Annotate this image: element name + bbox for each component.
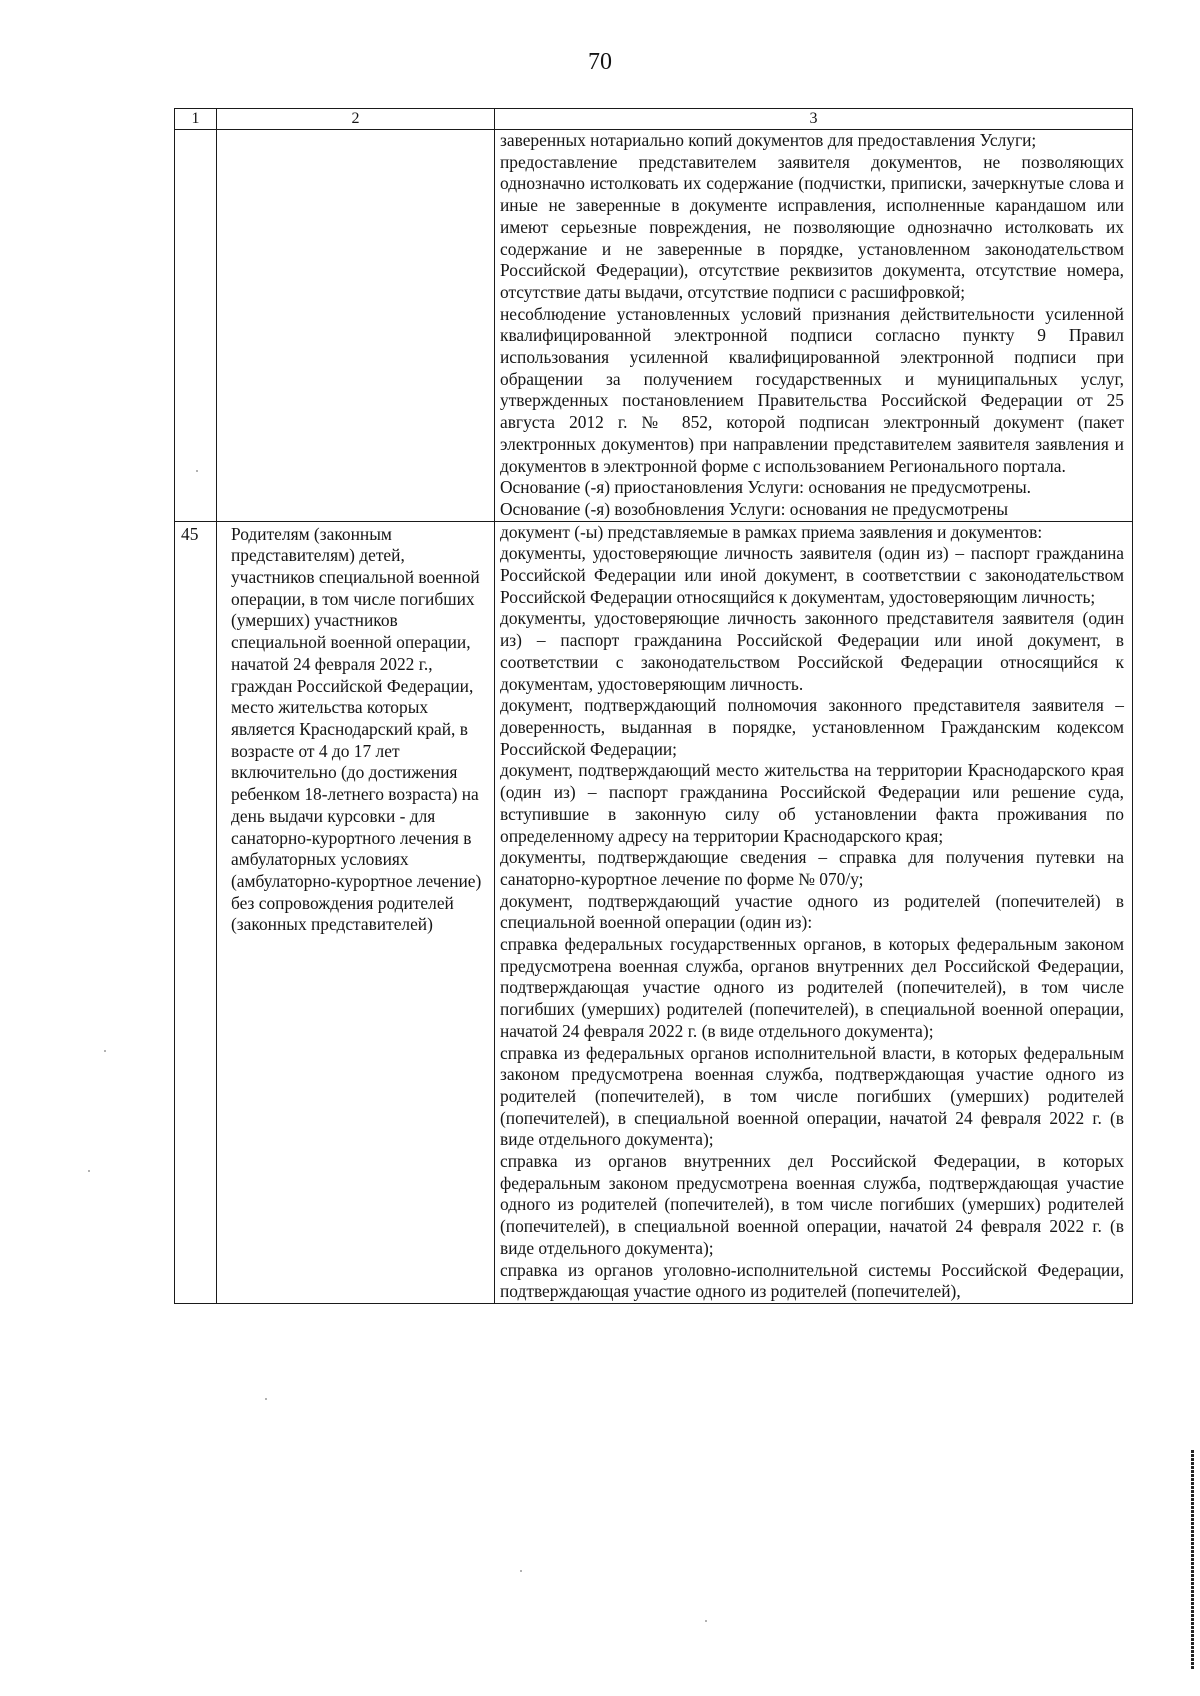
paragraph: заверенных нотариально копий документов для предоставления Услуги; [500, 130, 1037, 150]
paragraph: документы, удостоверяющие личность заявителя (один из) – паспорт гражданина Российской Федерации или иной документ, в соответствии с законодательством Российской Федерации относящийся к документам, удостоверяющим личность; [500, 543, 1124, 607]
scan-edge-mark [1191, 1450, 1194, 1670]
scan-speck [88, 1170, 90, 1172]
paragraph: несоблюдение установленных условий признания действительности усиленной квалифицированной электронной подписи согласно пункту 9 Правил использования усиленной квалифицированной электронной подписи при обращении за получением государственных и муниципальных услуг, утвержденных постановлением Правительства Российской Федерации от 25 августа 2012 г. № 852, которой подписан электронный документ (пакет электронных документов) при направлении представителем заявителя заявления и документов в электронной форме с использованием Регионального портала. [500, 303, 1124, 476]
paragraph: справка федеральных государственных органов, в которых федеральным законом предусмотрена военная служба, органов внутренних дел Российской Федерации, подтверждающая участие одного из родителей (попечителей), в том числе погибших (умерших) родителей (попечителей), в специальной военной операции, начатой 24 февраля 2022 г. (в виде отдельного документа); [500, 934, 1124, 1041]
documents-cell [495, 521, 1133, 1303]
column-header-row [175, 109, 1133, 130]
scan-speck [705, 1620, 707, 1622]
column-header-3: 3 [495, 109, 1133, 130]
scan-speck [104, 1050, 106, 1052]
scan-speck [520, 1570, 522, 1572]
services-table [174, 108, 1133, 1304]
row-number-cell: 45 [175, 521, 217, 1303]
paragraph: документы, удостоверяющие личность законного представителя заявителя (один из) – паспорт гражданина Российской Федерации или иной документ, в соответствии с законодательством Российской Федерации относящийся к документам, удостоверяющим личность. [500, 608, 1124, 694]
recipient-category-cell [217, 130, 495, 522]
scan-speck [265, 1398, 267, 1400]
column-header-1: 1 [175, 109, 217, 130]
paragraph: документ, подтверждающий место жительства на территории Краснодарского края (один из) – паспорт гражданина Российской Федерации или решение суда, вступившие в законную силу об установлении факта проживания по определенному адресу на территории Краснодарского края; [500, 760, 1124, 846]
table-row-45 [175, 521, 1133, 1303]
scan-speck [196, 470, 198, 472]
paragraph: справка из федеральных органов исполнительной власти, в которых федеральным законом предусмотрена военная служба, подтверждающая участие одного из родителей (попечителей), в том числе погибших (умерших) родителей (попечителей), в специальной военной операции, начатой 24 февраля 2022 г. (в виде отдельного документа); [500, 1042, 1124, 1150]
table-row-continuation [175, 130, 1133, 522]
recipient-category-text: Родителям (законным представителям) детей, участников специальной военной операции, в том числе погибших (умерших) участников специальной военной операции, начатой 24 февраля 2022 г., граждан Российской Федерации, место жительства которых является Краснодарский край, в возрасте от 4 до 17 лет включительно (до достижения ребенком 18-летнего возраста) на день выдачи курсовки - для санаторно-курортного лечения в амбулаторных условиях (амбулаторно-курортное лечение) без сопровождения родителей (законных представителей) [231, 523, 482, 935]
paragraph: документ, подтверждающий полномочия законного представителя заявителя – доверенность, выданная в порядке, установленном Гражданским кодексом Российской Федерации; [500, 695, 1124, 759]
paragraph: Основание (-я) приостановления Услуги: основания не предусмотрены. [500, 477, 1032, 498]
paragraph: справка из органов уголовно-исполнительной системы Российской Федерации, подтверждающая участие одного из родителей (попечителей), [500, 1259, 1124, 1302]
paragraph: справка из органов внутренних дел Российской Федерации, в которых федеральным законом предусмотрена военная служба, подтверждающая участие одного из родителей (попечителей), в том числе погибших (умерших) родителей (попечителей), в специальной военной операции, начатой 24 февраля 2022 г. (в виде отдельного документа); [500, 1151, 1124, 1258]
paragraph: документы, подтверждающие сведения – справка для получения путевки на санаторно-курортное лечение по форме № 070/у; [500, 847, 1124, 889]
recipient-category-cell [217, 521, 495, 1303]
documents-cell [495, 130, 1133, 522]
paragraph: предоставление представителем заявителя документов, не позволяющих однозначно истолковать их содержание (подчистки, приписки, зачеркнутые слова и иные не заверенные в документе исправления, исполненные карандашом или имеют серьезные повреждения, не позволяющие однозначно истолковать их содержание и не заверенные в порядке, установленном законодательством Российской Федерации), отсутствие реквизитов документа, отсутствие номера, отсутствие даты выдачи, отсутствие подписи с расшифровкой; [500, 151, 1124, 302]
paragraph: документ, подтверждающий участие одного из родителей (попечителей) в специальной военной операции (один из): [500, 890, 1124, 933]
paragraph: документ (-ы) представляемые в рамках приема заявления и документов: [500, 521, 1043, 542]
page-number: 70 [588, 49, 612, 75]
paragraph: Основание (-я) возобновления Услуги: основания не предусмотрены [500, 498, 1009, 519]
column-header-2: 2 [217, 109, 495, 130]
row-number-cell [175, 130, 217, 522]
